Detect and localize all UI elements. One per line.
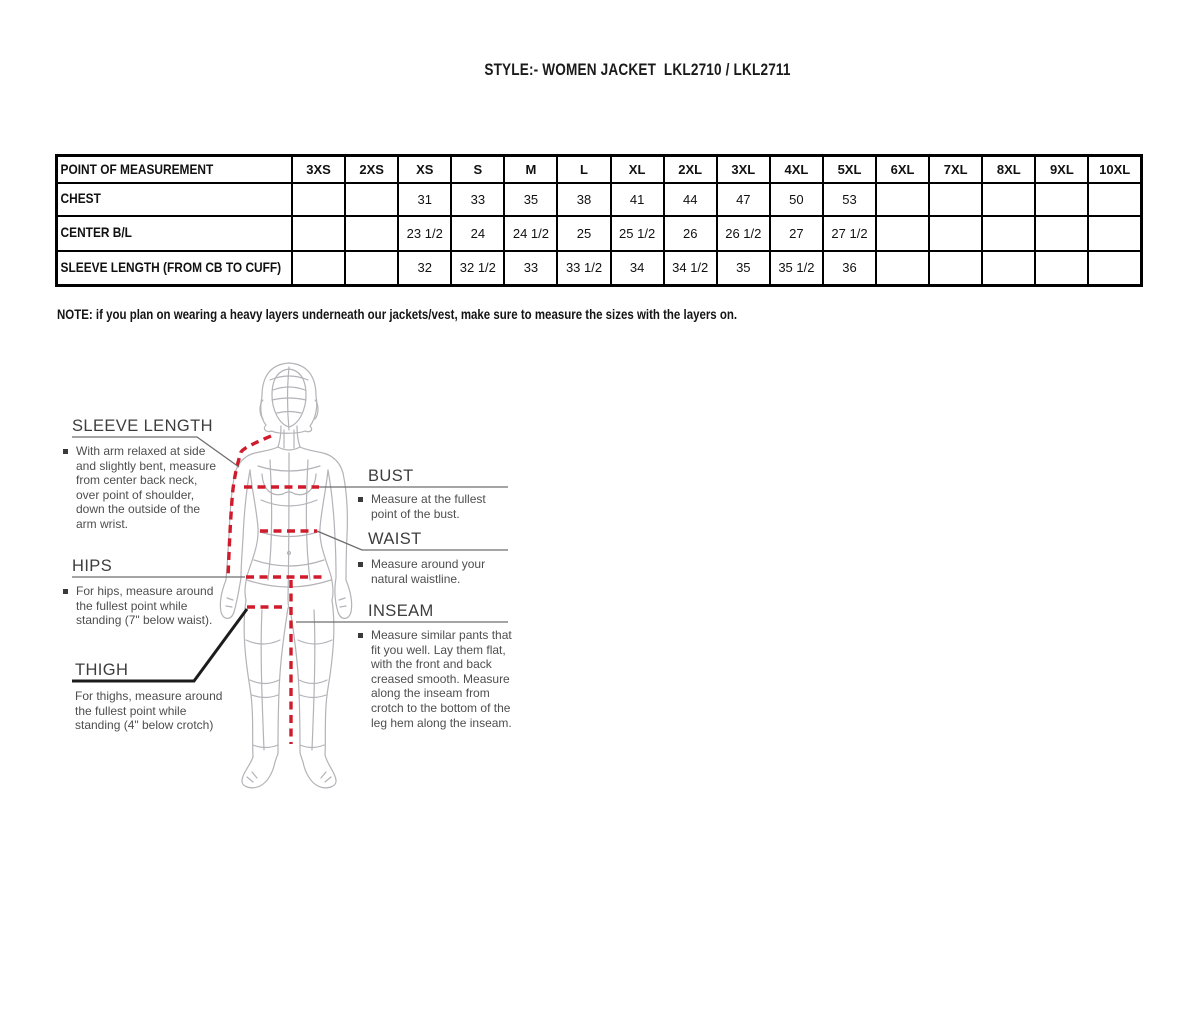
value-cell: 47 bbox=[717, 183, 770, 216]
value-cell: 32 bbox=[398, 251, 451, 286]
empty-cell bbox=[292, 183, 345, 216]
size-column-header: S bbox=[451, 156, 504, 183]
size-column-header: XL bbox=[611, 156, 664, 183]
value-cell: 35 bbox=[717, 251, 770, 286]
value-cell: 33 1/2 bbox=[557, 251, 610, 286]
size-column-header: L bbox=[557, 156, 610, 183]
bullet-icon bbox=[63, 589, 68, 594]
size-column-header: 6XL bbox=[876, 156, 929, 183]
size-column-header: 8XL bbox=[982, 156, 1035, 183]
measurement-label-cell bbox=[57, 216, 293, 251]
value-cell: 26 bbox=[664, 216, 717, 251]
value-cell: 27 1/2 bbox=[823, 216, 876, 251]
value-cell: 35 1/2 bbox=[770, 251, 823, 286]
measurement-label-text: SLEEVE LENGTH (FROM CB TO CUFF) bbox=[60, 258, 282, 275]
empty-cell bbox=[345, 251, 398, 286]
empty-cell bbox=[1035, 183, 1088, 216]
thigh-description bbox=[75, 689, 223, 733]
size-column-header: XS bbox=[398, 156, 451, 183]
hips-text: For hips, measure around the fullest point while standing (7" below waist). bbox=[76, 584, 214, 628]
measurement-label-cell bbox=[57, 183, 293, 216]
size-chart-table bbox=[55, 154, 1143, 287]
size-column-header: 5XL bbox=[823, 156, 876, 183]
sleeve-length-description bbox=[63, 444, 217, 532]
value-cell: 38 bbox=[557, 183, 610, 216]
value-cell: 32 1/2 bbox=[451, 251, 504, 286]
empty-cell bbox=[1035, 251, 1088, 286]
size-column-header: M bbox=[504, 156, 557, 183]
empty-cell bbox=[345, 216, 398, 251]
waist-text: Measure around your natural waistline. bbox=[371, 557, 486, 586]
value-cell: 26 1/2 bbox=[717, 216, 770, 251]
empty-cell bbox=[929, 216, 982, 251]
empty-cell bbox=[1088, 251, 1141, 286]
size-column-header: 10XL bbox=[1088, 156, 1141, 183]
note-text: NOTE: if you plan on wearing a heavy layers underneath our jackets/vest, make sure to measure the sizes with the layers on. bbox=[57, 306, 738, 322]
value-cell: 50 bbox=[770, 183, 823, 216]
value-cell: 36 bbox=[823, 251, 876, 286]
empty-cell bbox=[1088, 183, 1141, 216]
hips-description bbox=[63, 584, 227, 628]
empty-cell bbox=[982, 216, 1035, 251]
sleeve-length-heading: SLEEVE LENGTH bbox=[72, 417, 213, 435]
bust-heading: BUST bbox=[368, 467, 414, 485]
size-column-header: 4XL bbox=[770, 156, 823, 183]
empty-cell bbox=[292, 216, 345, 251]
bullet-icon bbox=[358, 633, 363, 638]
size-column-header: 7XL bbox=[929, 156, 982, 183]
inseam-description bbox=[358, 628, 517, 730]
table-row bbox=[57, 183, 1142, 216]
empty-cell bbox=[929, 183, 982, 216]
size-column-header: 2XS bbox=[345, 156, 398, 183]
table-row bbox=[57, 216, 1142, 251]
table-row bbox=[57, 251, 1142, 286]
thigh-text: For thighs, measure around the fullest point while standing (4" below crotch) bbox=[75, 689, 223, 733]
size-column-header: 3XS bbox=[292, 156, 345, 183]
inseam-text: Measure similar pants that fit you well. Lay them flat, with the front and back creased smooth. Measure along the inseam from crotch to the bottom of the leg hem along the inseam. bbox=[371, 628, 512, 730]
bullet-icon bbox=[358, 562, 363, 567]
hips-heading: HIPS bbox=[72, 557, 113, 575]
measurement-label-text: CHEST bbox=[60, 190, 101, 206]
thigh-heading: THIGH bbox=[75, 661, 129, 679]
inseam-heading: INSEAM bbox=[368, 602, 434, 620]
waist-heading: WAIST bbox=[368, 530, 422, 548]
value-cell: 34 1/2 bbox=[664, 251, 717, 286]
size-column-header: 3XL bbox=[717, 156, 770, 183]
value-cell: 31 bbox=[398, 183, 451, 216]
value-cell: 23 1/2 bbox=[398, 216, 451, 251]
measurement-label-text: CENTER B/L bbox=[60, 224, 132, 240]
empty-cell bbox=[876, 183, 929, 216]
empty-cell bbox=[876, 251, 929, 286]
table-header-label-text: POINT OF MEASUREMENT bbox=[60, 161, 214, 178]
value-cell: 24 1/2 bbox=[504, 216, 557, 251]
value-cell: 33 bbox=[451, 183, 504, 216]
value-cell: 41 bbox=[611, 183, 664, 216]
value-cell: 34 bbox=[611, 251, 664, 286]
empty-cell bbox=[982, 251, 1035, 286]
value-cell: 25 bbox=[557, 216, 610, 251]
empty-cell bbox=[1088, 216, 1141, 251]
measuring-diagram bbox=[0, 340, 1200, 1026]
empty-cell bbox=[292, 251, 345, 286]
value-cell: 33 bbox=[504, 251, 557, 286]
sleeve-length-text: With arm relaxed at side and slightly bent, measure from center back neck, over point of shoulder, down the outside of the arm wrist. bbox=[76, 444, 217, 531]
size-column-header: 9XL bbox=[1035, 156, 1088, 183]
bust-text: Measure at the fullest point of the bust. bbox=[371, 492, 486, 521]
waist-description bbox=[358, 557, 509, 586]
empty-cell bbox=[876, 216, 929, 251]
empty-cell bbox=[1035, 216, 1088, 251]
page-title: STYLE:- WOMEN JACKET LKL2710 / LKL2711 bbox=[484, 60, 791, 79]
bullet-icon bbox=[63, 449, 68, 454]
sleeve-measure-line bbox=[228, 436, 271, 578]
value-cell: 27 bbox=[770, 216, 823, 251]
empty-cell bbox=[345, 183, 398, 216]
table-header-label bbox=[57, 156, 293, 183]
value-cell: 25 1/2 bbox=[611, 216, 664, 251]
bullet-icon bbox=[358, 497, 363, 502]
empty-cell bbox=[982, 183, 1035, 216]
value-cell: 24 bbox=[451, 216, 504, 251]
measurement-label-cell bbox=[57, 251, 293, 286]
body-figure-wireframe bbox=[220, 363, 351, 788]
value-cell: 53 bbox=[823, 183, 876, 216]
value-cell: 44 bbox=[664, 183, 717, 216]
bust-description bbox=[358, 492, 504, 521]
empty-cell bbox=[929, 251, 982, 286]
value-cell: 35 bbox=[504, 183, 557, 216]
size-column-header: 2XL bbox=[664, 156, 717, 183]
